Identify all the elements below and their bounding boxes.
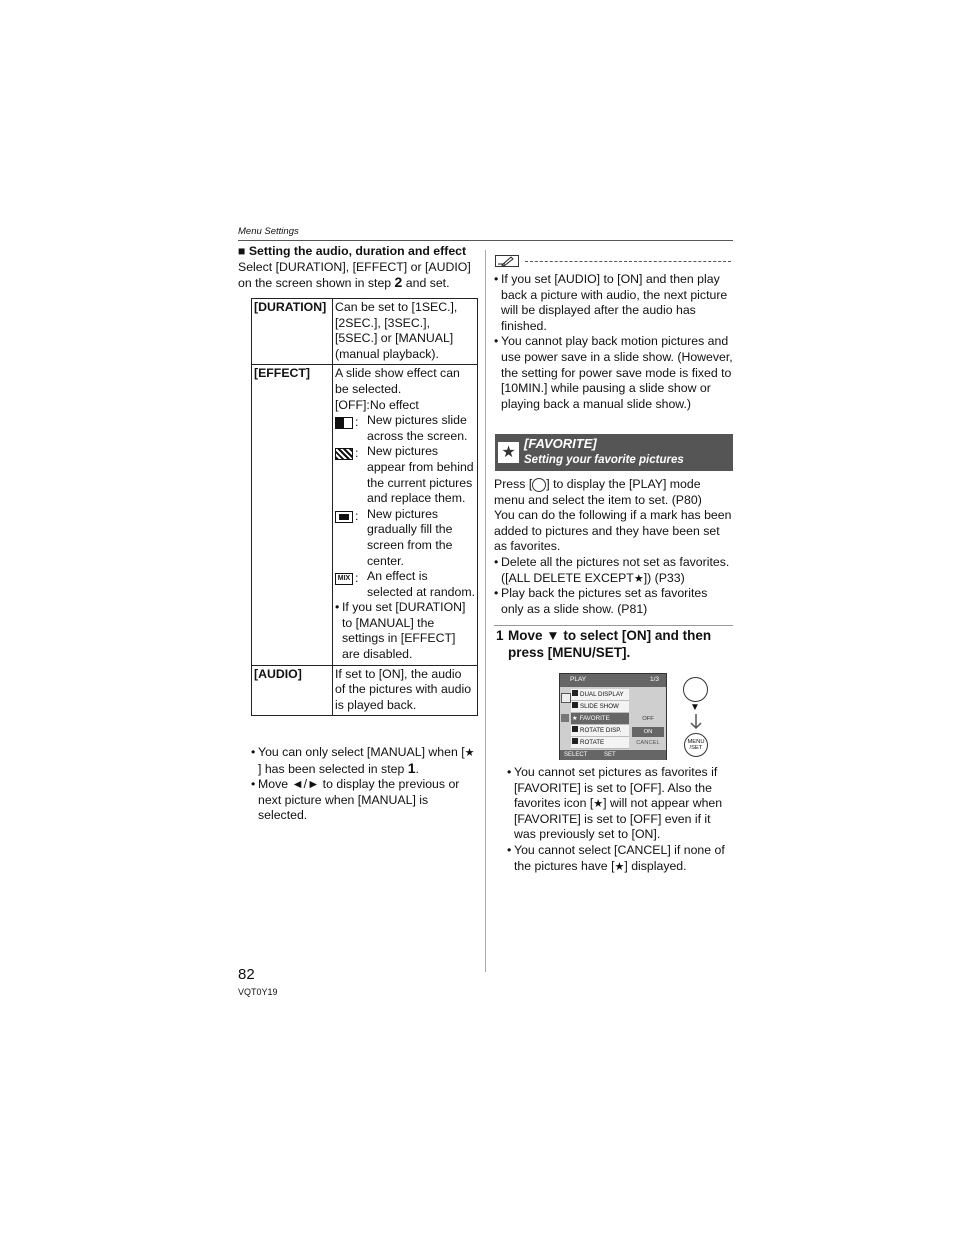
- intro-text: Select [DURATION], [EFFECT] or [AUDIO] on the screen shown in step 2 and set.: [238, 259, 471, 291]
- favorite-star-icon: ★: [464, 747, 475, 759]
- right-notes: [494, 272, 733, 412]
- step-number: 1: [496, 628, 504, 643]
- cursor-dial-icon: [683, 677, 708, 702]
- audio-value: If set to [ON], the audio of the pictures with audio is played back.: [333, 665, 478, 716]
- footer-select: SELECT: [564, 752, 588, 758]
- fav-bullet-delete: • Delete all the pictures not set as favorites. ([ALL DELETE EXCEPT★]) (P33): [494, 554, 730, 585]
- menu-set-button: MENU /SET: [684, 733, 708, 757]
- option-off: OFF: [642, 716, 654, 722]
- menu-item-dual-display: DUAL DISPLAY: [571, 689, 629, 701]
- play-tab-icon: [561, 693, 571, 703]
- note-favorite-off: • You cannot set pictures as favorites if [FAVORITE] is set to [OFF]. Also the favorites icon [★] will not appear when [FAVORITE] is set to [OFF] even if it was previously set to [ON].: [507, 765, 723, 842]
- arrow-down-icon: [689, 714, 703, 730]
- menu-item-rotate-disp: ROTATE DISP.: [571, 725, 629, 737]
- can-do-text: You can do the following if a mark has been added to pictures and they have been set as favorites.: [494, 508, 732, 554]
- effect-off: [OFF]:No effect: [335, 397, 419, 412]
- settings-table-wrap: [251, 298, 478, 716]
- fill-effect-icon: [335, 511, 353, 523]
- effect-value: [333, 365, 478, 665]
- left-notes: [251, 745, 476, 824]
- column-divider: [485, 250, 486, 972]
- screen-title-bar: [560, 674, 666, 687]
- step-1: 1 Move ▼ to select [ON] and then press [MENU/SET].: [496, 628, 712, 660]
- slide-effect-icon: [335, 417, 353, 429]
- notes-dash-rule: [525, 261, 731, 262]
- final-notes: [507, 765, 733, 874]
- note-move: • Move ◄/► to display the previous or next picture when [MANUAL] is selected.: [251, 777, 460, 823]
- favorite-star-icon: ★: [614, 860, 625, 873]
- note-pencil-icon: [495, 255, 519, 267]
- favorite-star-icon: ★: [498, 442, 519, 463]
- effect-fill-row: : New pictures gradually fill the screen from the center.: [335, 507, 475, 569]
- mix-effect-icon: MIX: [335, 573, 353, 585]
- duration-key: [DURATION]: [252, 299, 333, 365]
- effect-behind-row: : New pictures appear from behind the current pictures and replace them.: [335, 444, 475, 506]
- menu-set-button-icon: [532, 478, 546, 492]
- effect-slide-text: New pictures slide across the screen.: [367, 413, 468, 443]
- play-menu-screen: [559, 673, 667, 760]
- option-cancel: CANCEL: [636, 740, 660, 746]
- menu-item-rotate: ROTATE: [571, 737, 629, 749]
- step-ref: 2: [394, 274, 403, 291]
- press-text: Press [ ] to display the [PLAY] mode menu and select the item to set. (P80): [494, 477, 702, 507]
- option-on: ON: [632, 727, 664, 737]
- audio-duration-heading: ■ Setting the audio, duration and effect: [238, 244, 467, 258]
- effect-key: [EFFECT]: [252, 365, 333, 665]
- page-number: 82: [238, 966, 255, 983]
- table-row: [252, 299, 478, 365]
- step-rule: [494, 625, 733, 626]
- menu-item-favorite: ★ FAVORITE: [571, 713, 629, 725]
- effect-slide-row: : New pictures slide across the screen.: [335, 413, 475, 444]
- left-column: [238, 244, 478, 292]
- down-arrow-icon: ▼: [546, 628, 560, 643]
- replace-effect-icon: [335, 448, 353, 460]
- favorite-body: [494, 477, 733, 617]
- effect-intro: A slide show effect can be selected.: [335, 366, 460, 396]
- setup-tab-icon: [561, 714, 569, 722]
- section-header: Menu Settings: [238, 226, 299, 237]
- banner-subtitle: Setting your favorite pictures: [524, 454, 684, 466]
- footer-set: SET: [604, 752, 616, 758]
- settings-table: [251, 298, 478, 716]
- document-code: VQT0Y19: [238, 987, 278, 997]
- effect-behind-text: New pictures appear from behind the current pictures and replace them.: [367, 444, 474, 506]
- left-right-arrow-icon: ◄/►: [291, 777, 320, 792]
- note-manual: • You can only select [MANUAL] when [★] has been selected in step 1.: [251, 745, 475, 776]
- table-row: [252, 665, 478, 716]
- banner-title: [FAVORITE]: [524, 436, 597, 451]
- favorite-star-icon: ★: [633, 572, 644, 585]
- fav-bullet-slideshow: • Play back the pictures set as favorites only as a slide show. (P81): [494, 586, 708, 616]
- header-rule: [238, 240, 733, 241]
- effect-mix-text: An effect is selected at random.: [367, 569, 476, 599]
- duration-value: Can be set to [1SEC.], [2SEC.], [3SEC.], [5SEC.] or [MANUAL] (manual playback).: [333, 299, 478, 365]
- note-cancel: • You cannot select [CANCEL] if none of the pictures have [★] displayed.: [507, 842, 725, 873]
- screen-footer: [560, 750, 666, 760]
- table-row: [252, 365, 478, 665]
- down-arrow-icon: ▼: [690, 702, 700, 713]
- screen-page: 1/3: [650, 676, 660, 683]
- notes-header: [495, 255, 733, 269]
- menu-item-slide-show: SLIDE SHOW: [571, 701, 629, 713]
- note-power-save: • You cannot play back motion pictures and use power save in a slide show. (However, the setting for power save mode is fixed to [10MIN.] while pausing a slide show or playing back a manual slide show.): [494, 334, 733, 411]
- audio-key: [AUDIO]: [252, 665, 333, 716]
- effect-mix-row: MIX : An effect is selected at random.: [335, 569, 475, 600]
- effect-fill-text: New pictures gradually fill the screen from the center.: [367, 506, 453, 568]
- screen-title: PLAY: [570, 676, 587, 683]
- favorite-star-icon: ★: [593, 798, 604, 811]
- favorite-banner: [495, 434, 733, 471]
- note-audio: • If you set [AUDIO] to [ON] and then play back a picture with audio, the next picture will be displayed after the audio has finished.: [494, 272, 728, 333]
- effect-note: • If you set [DURATION] to [MANUAL] the settings in [EFFECT] are disabled.: [335, 600, 466, 662]
